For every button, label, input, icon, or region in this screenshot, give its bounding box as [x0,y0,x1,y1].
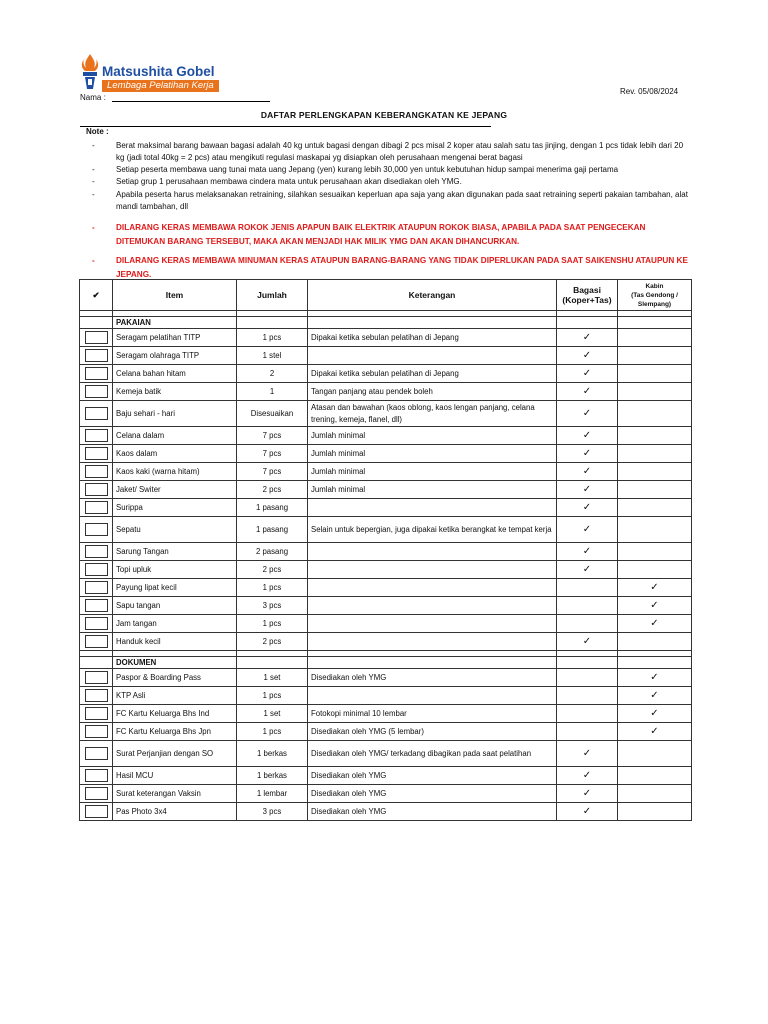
kabin-header [618,280,692,311]
checkbox[interactable] [85,465,108,478]
check-mark-icon: ✓ [582,386,592,397]
keterangan-cell: Disediakan oleh YMG/ terkadang dibagikan pada saat pelatihan [308,741,557,767]
bagasi-cell [557,579,618,597]
jumlah-cell: 1 set [237,705,308,723]
keterangan-cell: Disediakan oleh YMG [308,767,557,785]
bagasi-cell [557,633,618,651]
item-cell: Sepatu [113,517,237,543]
bagasi-cell [557,401,618,427]
check-mark-icon: ✓ [650,690,659,701]
kabin-cell [618,597,692,615]
jumlah-cell: 1 [237,383,308,401]
section-header [80,657,692,669]
kabin-cell [618,543,692,561]
note-item: - Apabila peserta harus melaksanakan retraining, silahkan sesuaikan keperluan apa saja yang akan digunakan pada saat retraining seperti pakaian tambahan, alat mandi tambahan, dll [92,190,688,211]
jumlah-cell: 7 pcs [237,445,308,463]
jumlah-cell: Disesuaikan [237,401,308,427]
kabin-cell [618,427,692,445]
keterangan-cell [308,561,557,579]
warning-minuman: - DILARANG KERAS MEMBAWA MINUMAN KERAS ATAUPUN BARANG-BARANG YANG TIDAK DIPERLUKAN PADA SAAT SAIKENSHU ATAUPUN KE JEPANG. [92,256,688,279]
jumlah-header: Jumlah [237,280,308,311]
table-body [80,311,692,821]
kabin-cell [618,365,692,383]
bagasi-cell [557,517,618,543]
checkbox[interactable] [85,769,108,782]
keterangan-cell: Tangan panjang atau pendek boleh [308,383,557,401]
item-cell: Seragam olahraga TITP [113,347,237,365]
checkbox[interactable] [85,617,108,630]
jumlah-cell: 1 lembar [237,785,308,803]
table-row [80,633,692,651]
item-cell: FC Kartu Keluarga Bhs Jpn [113,723,237,741]
kabin-cell [618,741,692,767]
checkbox[interactable] [85,787,108,800]
checkbox[interactable] [85,635,108,648]
bagasi-cell [557,785,618,803]
table-row [80,517,692,543]
jumlah-cell: 1 pcs [237,687,308,705]
bagasi-cell [557,741,618,767]
jumlah-cell: 2 pcs [237,561,308,579]
kabin-cell [618,803,692,821]
item-cell: Sapu tangan [113,597,237,615]
keterangan-cell: Dipakai ketika sebulan pelatihan di Jepang [308,365,557,383]
check-mark-icon: ✓ [582,748,592,759]
check-mark-icon: ✓ [582,502,592,513]
item-cell: Surat keterangan Vaksin [113,785,237,803]
keterangan-cell: Jumlah minimal [308,481,557,499]
bagasi-cell [557,597,618,615]
keterangan-cell [308,633,557,651]
checkbox[interactable] [85,447,108,460]
item-cell: Hasil MCU [113,767,237,785]
table-row [80,329,692,347]
jumlah-cell: 1 berkas [237,741,308,767]
checkbox[interactable] [85,545,108,558]
bagasi-cell [557,543,618,561]
check-mark-icon: ✓ [582,806,592,817]
nama-label: Nama : [80,93,106,102]
bagasi-cell [557,767,618,785]
title-divider [80,126,491,127]
revision-label: Rev. 05/08/2024 [620,87,679,96]
jumlah-cell: 1 pcs [237,579,308,597]
table-row [80,723,692,741]
bagasi-cell [557,615,618,633]
table-row [80,705,692,723]
kabin-cell [618,767,692,785]
check-mark-icon: ✓ [582,368,592,379]
kabin-cell [618,401,692,427]
jumlah-cell: 1 set [237,669,308,687]
checkbox[interactable] [85,805,108,818]
jumlah-cell: 7 pcs [237,427,308,445]
item-cell: Kaos kaki (warna hitam) [113,463,237,481]
page-title: DAFTAR PERLENGKAPAN KEBERANGKATAN KE JEPANG [260,110,508,120]
jumlah-cell: 1 berkas [237,767,308,785]
check-mark-icon: ✓ [582,430,592,441]
keterangan-cell: Disediakan oleh YMG [308,785,557,803]
kabin-cell [618,579,692,597]
checkbox[interactable] [85,331,108,344]
item-cell: Celana bahan hitam [113,365,237,383]
bagasi-cell [557,561,618,579]
kabin-header-title: Kabin [645,282,664,290]
section-title: DOKUMEN [113,657,237,669]
bagasi-cell [557,463,618,481]
jumlah-cell: 3 pcs [237,597,308,615]
keterangan-cell [308,499,557,517]
brand-name: Matsushita Gobel [102,64,215,79]
brand-tagline: Lembaga Pelatihan Kerja [102,80,219,92]
table-row [80,427,692,445]
bagasi-cell [557,723,618,741]
table-row [80,597,692,615]
jumlah-cell: 1 pasang [237,517,308,543]
check-mark-icon: ✓ [582,350,592,361]
bagasi-cell [557,803,618,821]
keterangan-cell: Jumlah minimal [308,445,557,463]
bagasi-cell [557,687,618,705]
checkbox[interactable] [85,407,108,420]
table-row [80,669,692,687]
kabin-cell [618,499,692,517]
item-cell: Celana dalam [113,427,237,445]
checkbox[interactable] [85,367,108,380]
check-mark-icon: ✓ [650,582,659,593]
check-mark-icon: ✓ [650,708,659,719]
keterangan-cell: Jumlah minimal [308,427,557,445]
jumlah-cell: 1 pcs [237,615,308,633]
kabin-header-subtitle: (Tas Gendong / Slempang) [631,291,678,308]
checkbox[interactable] [85,523,108,536]
item-cell: Surat Perjanjian dengan SO [113,741,237,767]
keterangan-cell: Atasan dan bawahan (kaos oblong, kaos lengan panjang, celana trening, kemeja, flanel, dll) [308,401,557,427]
kabin-cell [618,723,692,741]
item-cell: Handuk kecil [113,633,237,651]
bagasi-cell [557,383,618,401]
bagasi-cell [557,669,618,687]
keterangan-cell [308,543,557,561]
check-mark-icon: ✓ [582,408,592,419]
item-cell: Topi upluk [113,561,237,579]
keterangan-cell: Jumlah minimal [308,463,557,481]
check-mark-icon: ✓ [582,332,592,343]
table-row [80,767,692,785]
kabin-cell [618,687,692,705]
checkbox[interactable] [85,581,108,594]
table-row [80,579,692,597]
table-row [80,741,692,767]
check-mark-icon: ✓ [582,484,592,495]
checkbox[interactable] [85,349,108,362]
keterangan-cell: Disediakan oleh YMG [308,803,557,821]
keterangan-cell [308,615,557,633]
item-cell: Paspor & Boarding Pass [113,669,237,687]
table-row [80,543,692,561]
check-mark-icon: ✓ [582,466,592,477]
table-row [80,383,692,401]
keterangan-cell: Disediakan oleh YMG (5 lembar) [308,723,557,741]
jumlah-cell: 2 [237,365,308,383]
jumlah-cell: 2 pcs [237,633,308,651]
checkbox[interactable] [85,429,108,442]
table-row [80,365,692,383]
kabin-cell [618,481,692,499]
keterangan-cell: Selain untuk bepergian, juga dipakai ketika berangkat ke tempat kerja [308,517,557,543]
checkbox[interactable] [85,671,108,684]
kabin-cell [618,329,692,347]
check-mark-icon: ✓ [650,672,659,683]
bagasi-cell [557,705,618,723]
note-item: - Berat maksimal barang bawaan bagasi adalah 40 kg untuk bagasi dengan dibagi 2 pcs misal 2 koper atau salah satu tas jinjing, dengan 1 pcs tidak lebih dari 20 kg (jadi total 40kg = 2 pcs) atau mengikuti regulasi maskapai yg disiapkan oleh perusahaan mengenai berat bagasi [92,141,684,162]
table-row [80,401,692,427]
bagasi-cell [557,365,618,383]
table-row [80,463,692,481]
jumlah-cell: 1 pcs [237,329,308,347]
check-mark-icon: ✓ [582,448,592,459]
item-cell: Baju sehari - hari [113,401,237,427]
keterangan-cell [308,347,557,365]
check-mark-icon: ✓ [582,636,592,647]
bagasi-cell [557,427,618,445]
item-cell: Jam tangan [113,615,237,633]
check-mark-icon: ✓ [650,600,659,611]
nama-field-line[interactable] [112,101,270,102]
jumlah-cell: 2 pasang [237,543,308,561]
checkbox[interactable] [85,599,108,612]
company-logo [80,52,230,92]
keterangan-cell: Fotokopi minimal 10 lembar [308,705,557,723]
checklist-table [79,279,692,821]
kabin-cell [618,347,692,365]
note-label: Note : [86,127,109,136]
jumlah-cell: 1 pcs [237,723,308,741]
checkbox[interactable] [85,689,108,702]
check-mark-icon: ✓ [650,618,659,629]
check-mark-icon: ✓ [582,524,592,535]
check-mark-icon: ✓ [582,770,592,781]
table-header [80,280,692,311]
item-cell: KTP Asli [113,687,237,705]
bagasi-cell [557,329,618,347]
item-cell: Seragam pelatihan TITP [113,329,237,347]
checkbox[interactable] [85,501,108,514]
check-mark-icon: ✓ [650,726,659,737]
item-cell: Surippa [113,499,237,517]
checkbox[interactable] [85,563,108,576]
kabin-cell [618,517,692,543]
kabin-cell [618,383,692,401]
kabin-cell [618,785,692,803]
checkbox[interactable] [85,483,108,496]
bagasi-cell [557,445,618,463]
item-cell: Sarung Tangan [113,543,237,561]
keterangan-cell [308,597,557,615]
table-row [80,499,692,517]
warning-rokok: - DILARANG KERAS MEMBAWA ROKOK JENIS APAPUN BAIK ELEKTRIK ATAUPUN ROKOK BIASA, APABILA PADA SAAT PENGECEKAN DITEMUKAN BARANG TERSEBUT, MAKA AKAN MENJADI HAK MILIK YMG DAN AKAN DIHANCURKAN. [92,223,646,246]
table-row [80,561,692,579]
section-header [80,317,692,329]
item-cell: FC Kartu Keluarga Bhs Ind [113,705,237,723]
jumlah-cell: 1 stel [237,347,308,365]
checkbox[interactable] [85,707,108,720]
checkbox[interactable] [85,385,108,398]
bagasi-cell [557,347,618,365]
keterangan-cell: Disediakan oleh YMG [308,669,557,687]
kabin-cell [618,705,692,723]
check-mark-icon: ✓ [582,564,592,575]
keterangan-cell [308,687,557,705]
bagasi-header: Bagasi (Koper+Tas) [557,280,618,311]
keterangan-cell: Dipakai ketika sebulan pelatihan di Jepang [308,329,557,347]
kabin-cell [618,561,692,579]
note-item: - Setiap peserta membawa uang tunai mata uang Jepang (yen) kurang lebih 30,000 yen untuk kebutuhan hidup sampai menerima gaji pertama [92,165,619,174]
keterangan-cell [308,579,557,597]
table-row [80,687,692,705]
kabin-cell [618,669,692,687]
bagasi-cell [557,481,618,499]
check-mark-icon: ✓ [582,788,592,799]
item-cell: Pas Photo 3x4 [113,803,237,821]
note-item: - Setiap grup 1 perusahaan membawa cindera mata untuk perusahaan akan disediakan oleh YMG. [92,177,462,186]
table-row [80,615,692,633]
item-cell: Kemeja batik [113,383,237,401]
kabin-cell [618,615,692,633]
kabin-cell [618,445,692,463]
table-row [80,481,692,499]
table-row [80,445,692,463]
jumlah-cell: 3 pcs [237,803,308,821]
kabin-cell [618,633,692,651]
item-cell: Payung lipat kecil [113,579,237,597]
jumlah-cell: 1 pasang [237,499,308,517]
keterangan-header: Keterangan [308,280,557,311]
checkbox[interactable] [85,725,108,738]
checkbox[interactable] [85,747,108,760]
item-cell: Jaket/ Switer [113,481,237,499]
table-row [80,803,692,821]
kabin-cell [618,463,692,481]
jumlah-cell: 7 pcs [237,463,308,481]
bagasi-cell [557,499,618,517]
table-row [80,785,692,803]
check-header-icon: ✔ [80,280,113,311]
section-title: PAKAIAN [113,317,237,329]
item-cell: Kaos dalam [113,445,237,463]
table-row [80,347,692,365]
torch-icon [80,52,100,92]
jumlah-cell: 2 pcs [237,481,308,499]
item-header: Item [113,280,237,311]
check-mark-icon: ✓ [582,546,592,557]
